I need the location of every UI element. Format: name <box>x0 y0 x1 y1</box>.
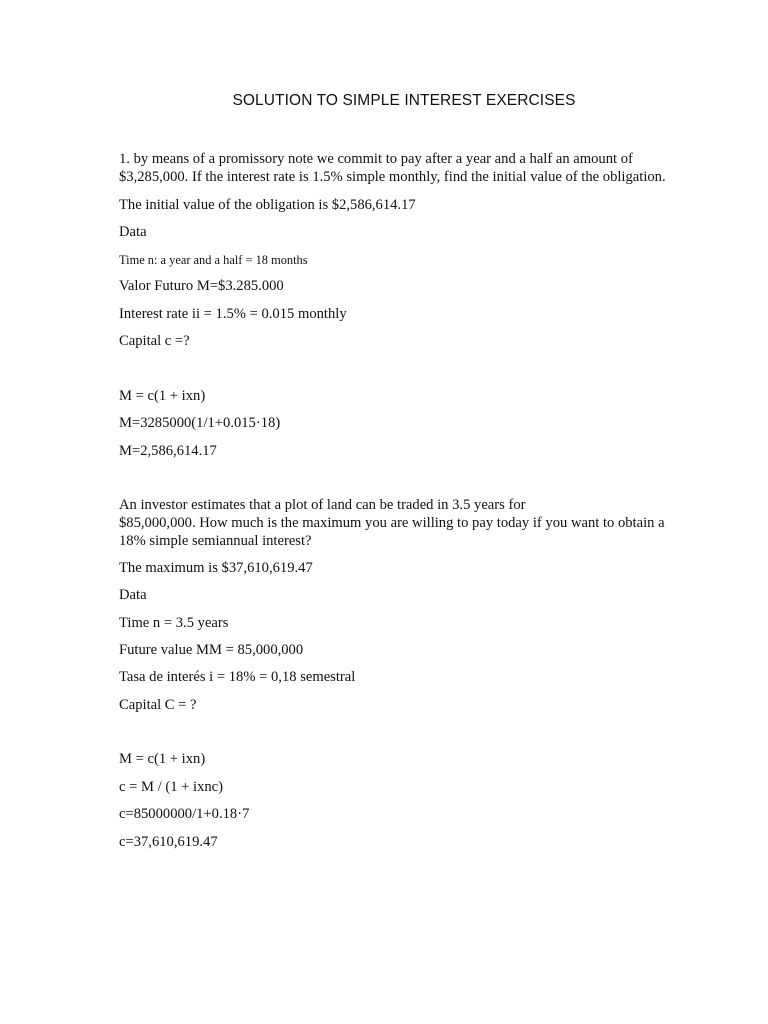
exercise2-rearranged: c = M / (1 + ixnc) <box>119 779 224 795</box>
exercise1-time: Time n: a year and a half = 18 months <box>119 253 308 267</box>
exercise2-result: c=37,610,619.47 <box>119 834 218 850</box>
exercise2-problem-line1: An investor estimates that a plot of land can be traded in 3.5 years for <box>119 497 526 513</box>
exercise1-substitution: M=3285000(1/1+0.015·18) <box>119 415 281 431</box>
exercise1-future-value: Valor Futuro M=$3.285.000 <box>119 278 284 294</box>
exercise1-capital: Capital c =? <box>119 333 190 349</box>
exercise1-data-heading: Data <box>119 224 147 240</box>
exercise2-problem-line2: $85,000,000. How much is the maximum you are willing to pay today if you want to obtain a <box>119 515 665 531</box>
exercise1-problem-line2: $3,285,000. If the interest rate is 1.5% simple monthly, find the initial value of the obligation. <box>119 169 666 185</box>
exercise1-formula: M = c(1 + ixn) <box>119 388 206 404</box>
exercise1-problem-line1: 1. by means of a promissory note we commit to pay after a year and a half an amount of <box>119 151 633 167</box>
exercise2-data-heading: Data <box>119 587 147 603</box>
exercise2-substitution: c=85000000/1+0.18·7 <box>119 806 250 822</box>
exercise2-capital: Capital C = ? <box>119 697 197 713</box>
exercise2-formula: M = c(1 + ixn) <box>119 751 206 767</box>
exercise1-result: M=2,586,614.17 <box>119 443 217 459</box>
exercise2-time: Time n = 3.5 years <box>119 615 229 631</box>
exercise2-future-value: Future value MM = 85,000,000 <box>119 642 304 658</box>
exercise2-answer: The maximum is $37,610,619.47 <box>119 560 313 576</box>
exercise2-problem-line3: 18% simple semiannual interest? <box>119 533 312 549</box>
exercise1-answer: The initial value of the obligation is $2,586,614.17 <box>119 197 416 213</box>
exercise1-interest-rate: Interest rate ii = 1.5% = 0.015 monthly <box>119 306 347 322</box>
document-title: SOLUTION TO SIMPLE INTEREST EXERCISES <box>232 92 576 109</box>
exercise2-interest-rate: Tasa de interés i = 18% = 0,18 semestral <box>119 669 356 685</box>
